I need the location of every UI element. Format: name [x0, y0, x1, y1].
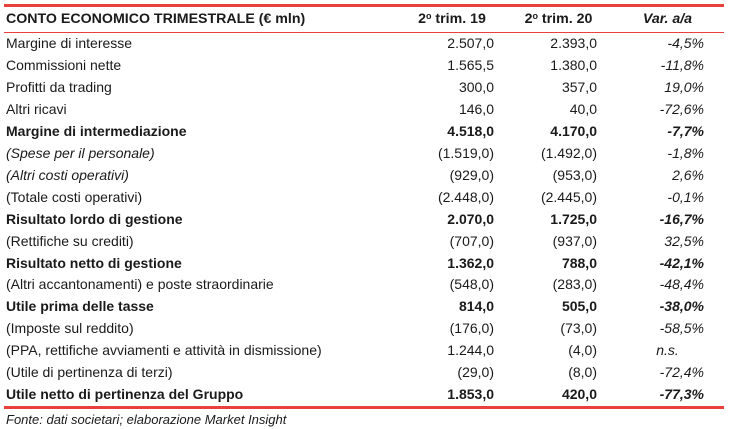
table-row [4, 253, 724, 275]
row-label: Margine di intermediazione [6, 122, 187, 139]
column-header-var: Var. a/a [611, 7, 724, 33]
cell-var: -4,5% [667, 35, 704, 51]
table-row [4, 274, 724, 296]
table-row [4, 165, 724, 187]
cell-q2-19: 2.507,0 [447, 35, 494, 51]
cell-var: 32,5% [664, 232, 704, 249]
cell-var: -72,4% [659, 364, 704, 381]
table-row [4, 121, 724, 143]
table-row [4, 55, 724, 77]
table-row [4, 296, 724, 318]
cell-q2-20: (73,0) [560, 320, 597, 337]
cell-q2-19: (929,0) [449, 166, 494, 183]
cell-q2-20: (953,0) [552, 166, 597, 183]
row-label: (Rettifiche su crediti) [6, 232, 134, 249]
cell-var: n.s. [656, 342, 679, 359]
cell-q2-20: (2.445,0) [540, 188, 597, 205]
cell-var: -77,3% [659, 386, 704, 403]
cell-var: -72,6% [659, 100, 704, 117]
table-header-row [4, 7, 724, 33]
cell-var: -11,8% [660, 56, 704, 73]
row-label: Utile prima delle tasse [6, 298, 154, 315]
cell-q2-20: (4,0) [568, 342, 597, 359]
income-statement-table [4, 7, 724, 406]
table-row [4, 77, 724, 99]
cell-q2-19: (2.448,0) [437, 188, 494, 205]
cell-q2-19: 814,0 [458, 298, 494, 315]
cell-q2-20: 40,0 [569, 100, 597, 117]
cell-q2-20: 357,0 [561, 78, 597, 95]
row-label: Risultato netto di gestione [6, 254, 182, 271]
table-row [4, 209, 724, 231]
cell-var: -38,0% [659, 298, 704, 315]
cell-q2-19: (548,0) [449, 276, 494, 293]
cell-q2-19: (29,0) [457, 364, 494, 381]
cell-q2-19: 300,0 [458, 78, 494, 95]
cell-q2-19: 4.518,0 [447, 122, 494, 139]
row-label: (Altri costi operativi) [6, 166, 129, 183]
table-row [4, 318, 724, 340]
table-row [4, 99, 724, 121]
cell-q2-19: 1.362,0 [447, 254, 494, 271]
cell-q2-20: 1.725,0 [550, 210, 597, 227]
cell-q2-20: 505,0 [561, 298, 597, 315]
cell-var: -7,7% [667, 122, 704, 139]
table-row [4, 384, 724, 406]
cell-var: 2,6% [672, 166, 704, 183]
row-label: Altri ricavi [6, 100, 67, 117]
cell-var: -1,8% [667, 144, 704, 161]
column-header-q2-20: 2$^o$ trim. 20 [506, 7, 611, 33]
cell-q2-20: 788,0 [561, 254, 597, 271]
row-label: Commissioni nette [6, 56, 122, 73]
table-row [4, 33, 724, 55]
column-header-q2-19: 2$^o$ trim. 19 [398, 7, 506, 33]
table-body [4, 33, 724, 407]
bottom-rule [4, 406, 724, 409]
cell-q2-20: 4.170,0 [550, 122, 597, 139]
cell-q2-20: (937,0) [552, 232, 597, 249]
table-row [4, 187, 724, 209]
cell-q2-20: 420,0 [561, 386, 597, 403]
cell-q2-19: 146,0 [458, 100, 494, 117]
table-row [4, 340, 724, 362]
table-row [4, 231, 724, 253]
table-row [4, 143, 724, 165]
income-statement-panel [4, 4, 724, 427]
cell-q2-20: 2.393,0 [550, 35, 597, 51]
row-label: (Altri accantonamenti) e poste straordinarie [6, 276, 274, 293]
cell-var: -42,1% [659, 254, 704, 271]
row-label: (PPA, rettifiche avviamenti e attività in dismissione) [6, 342, 322, 359]
cell-q2-20: (283,0) [552, 276, 597, 293]
cell-q2-19: 1.244,0 [447, 342, 494, 359]
cell-var: -48,4% [659, 276, 704, 293]
row-label: Margine di interesse [6, 35, 133, 51]
cell-var: -58,5% [659, 320, 704, 337]
row-label: Profitti da trading [6, 78, 112, 95]
cell-q2-19: (1.519,0) [437, 144, 494, 161]
row-label: (Utile di pertinenza di terzi) [6, 364, 173, 381]
cell-q2-19: (707,0) [449, 232, 494, 249]
row-label: Utile netto di pertinenza del Gruppo [6, 386, 244, 403]
cell-var: 19,0% [664, 78, 704, 95]
cell-q2-19: 1.565,5 [447, 56, 494, 73]
row-label: (Imposte sul reddito) [6, 320, 134, 337]
row-label: Risultato lordo di gestione [6, 210, 183, 227]
table-row [4, 362, 724, 384]
source-note: Fonte: dati societari; elaborazione Market Insight [6, 412, 287, 428]
cell-q2-20: 1.380,0 [550, 56, 597, 73]
cell-q2-19: 1.853,0 [447, 386, 494, 403]
cell-q2-19: 2.070,0 [447, 210, 494, 227]
row-label: (Totale costi operativi) [6, 188, 143, 205]
row-label: (Spese per il personale) [6, 144, 155, 161]
cell-q2-19: (176,0) [449, 320, 494, 337]
table-title: CONTO ECONOMICO TRIMESTRALE (€ mln) [4, 7, 398, 33]
cell-q2-20: (8,0) [568, 364, 597, 381]
cell-var: -0,1% [667, 188, 704, 205]
cell-var: -16,7% [659, 210, 704, 227]
cell-q2-20: (1.492,0) [540, 144, 597, 161]
